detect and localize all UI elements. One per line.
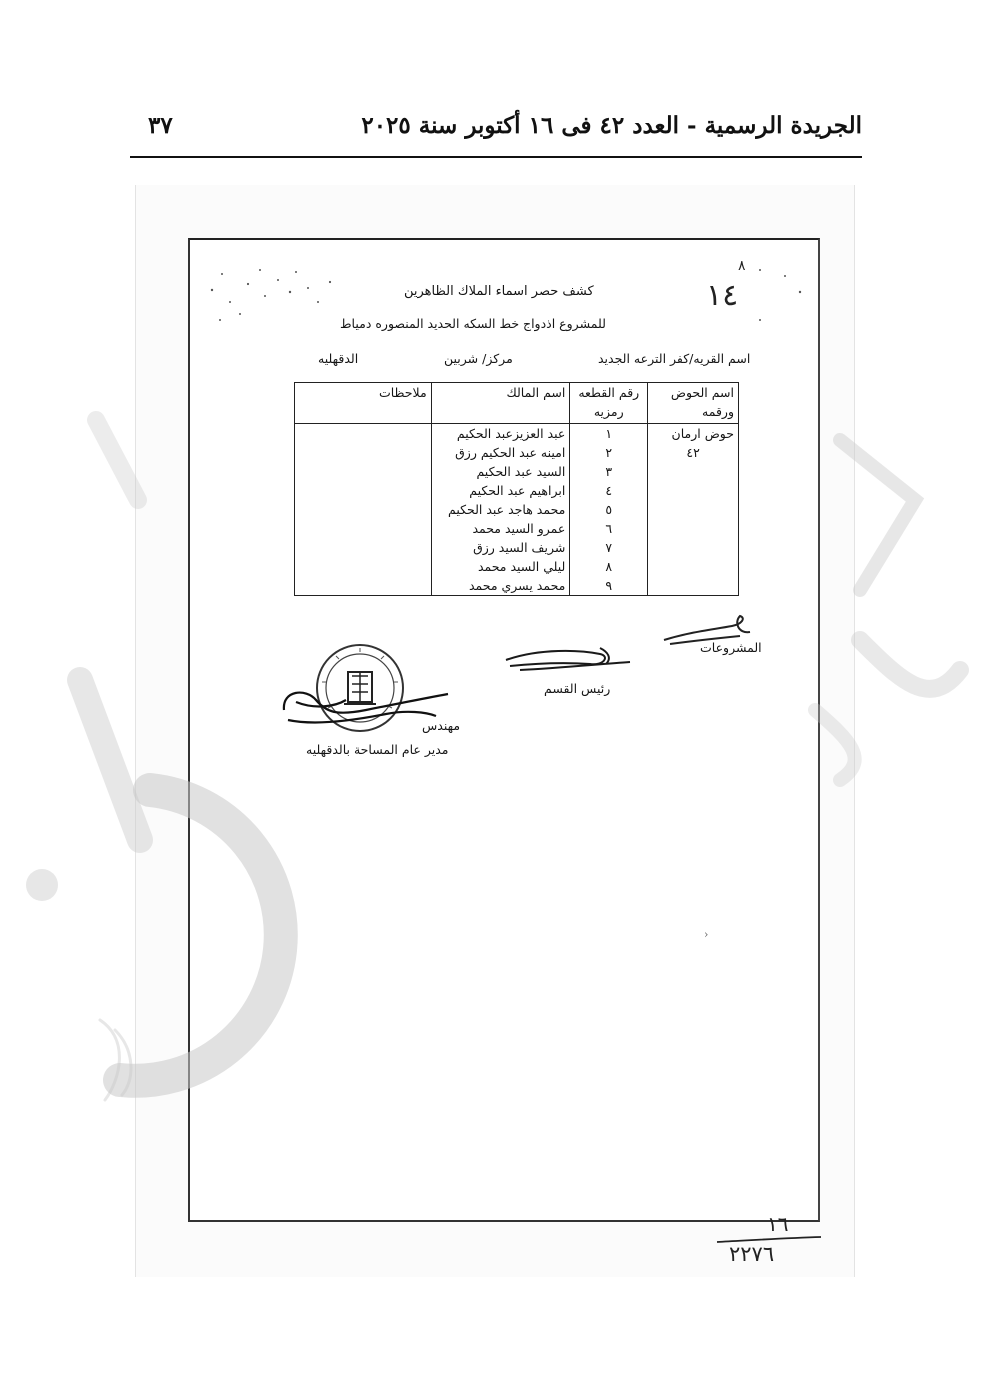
owners-table bbox=[294, 382, 739, 596]
governorate-name: الدقهليه bbox=[318, 351, 359, 366]
plot-number: ١ bbox=[570, 424, 648, 444]
table-row bbox=[295, 576, 739, 596]
table-row bbox=[295, 443, 739, 462]
table-header-row bbox=[295, 383, 739, 424]
notes-cell bbox=[295, 424, 432, 444]
section-head-signature bbox=[500, 642, 640, 682]
owner-name: عبد العزيزعبد الحكيم bbox=[431, 424, 570, 444]
owner-name: شريف السيد رزق bbox=[431, 538, 570, 557]
plot-number: ٧ bbox=[570, 538, 648, 557]
plot-number: ٣ bbox=[570, 462, 648, 481]
page-ref-top: ١٦ bbox=[767, 1212, 789, 1236]
village-name: اسم القريه/كفر الترعه الجديد bbox=[598, 351, 751, 366]
handwritten-mark: ٨ bbox=[738, 258, 746, 274]
page-number: ٣٧ bbox=[148, 112, 173, 139]
plot-number: ٤ bbox=[570, 481, 648, 500]
header-plot: رقم القطعه رمزيه bbox=[570, 383, 648, 424]
table-row bbox=[295, 424, 739, 444]
header-basin: اسم الحوض ورقمه bbox=[648, 383, 739, 424]
page-ref-bottom: ٢٢٧٦ bbox=[729, 1242, 775, 1266]
notes-cell bbox=[295, 557, 432, 576]
plot-number: ٨ bbox=[570, 557, 648, 576]
notes-cell bbox=[295, 519, 432, 538]
owner-name: محمد يسري محمد bbox=[431, 576, 570, 596]
section-head-label: رئيس القسم bbox=[544, 681, 611, 696]
engineer-label: مهندس bbox=[422, 718, 461, 733]
notes-cell bbox=[295, 500, 432, 519]
header-owner: اسم المالك bbox=[431, 383, 570, 424]
document-title: كشف حصر اسماء الملاك الظاهرين bbox=[404, 284, 594, 299]
notes-cell bbox=[295, 443, 432, 462]
header-notes: ملاحظات bbox=[295, 383, 432, 424]
owner-name: امينه عبد الحكيم رزق bbox=[431, 443, 570, 462]
table-row bbox=[295, 481, 739, 500]
notes-cell bbox=[295, 538, 432, 557]
plot-number: ٩ bbox=[570, 576, 648, 596]
scan-mark: › bbox=[704, 928, 709, 941]
projects-label: المشروعات bbox=[700, 640, 762, 655]
owner-name: ابراهيم عبد الحكيم bbox=[431, 481, 570, 500]
notes-cell bbox=[295, 462, 432, 481]
table-row bbox=[295, 500, 739, 519]
page-reference bbox=[715, 1212, 825, 1272]
document-subtitle: للمشروع اذدواج خط السكه الحديد المنصوره دمياط bbox=[340, 316, 606, 331]
notes-cell bbox=[295, 481, 432, 500]
owner-name: السيد عبد الحكيم bbox=[431, 462, 570, 481]
survey-director-label: مدير عام المساحة بالدقهليه bbox=[306, 742, 449, 757]
table-row bbox=[295, 538, 739, 557]
gazette-header bbox=[130, 108, 862, 158]
basin-number: ٤٢ bbox=[648, 443, 739, 462]
table-row bbox=[295, 519, 739, 538]
plot-number: ٢ bbox=[570, 443, 648, 462]
basin-name: حوض ارمان bbox=[648, 424, 739, 444]
notes-cell bbox=[295, 576, 432, 596]
table-row bbox=[295, 557, 739, 576]
handwritten-number: ١٤ bbox=[706, 278, 739, 313]
plot-number: ٥ bbox=[570, 500, 648, 519]
district-name: مركز/ شربين bbox=[444, 351, 513, 366]
table-row bbox=[295, 462, 739, 481]
owner-name: عمرو السيد محمد bbox=[431, 519, 570, 538]
plot-number: ٦ bbox=[570, 519, 648, 538]
owner-name: ليلي السيد محمد bbox=[431, 557, 570, 576]
owner-name: محمد هاجد عبد الحكيم bbox=[431, 500, 570, 519]
gazette-title: الجريدة الرسمية - العدد ٤٢ فى ١٦ أكتوبر سنة ٢٠٢٥ bbox=[361, 112, 862, 139]
